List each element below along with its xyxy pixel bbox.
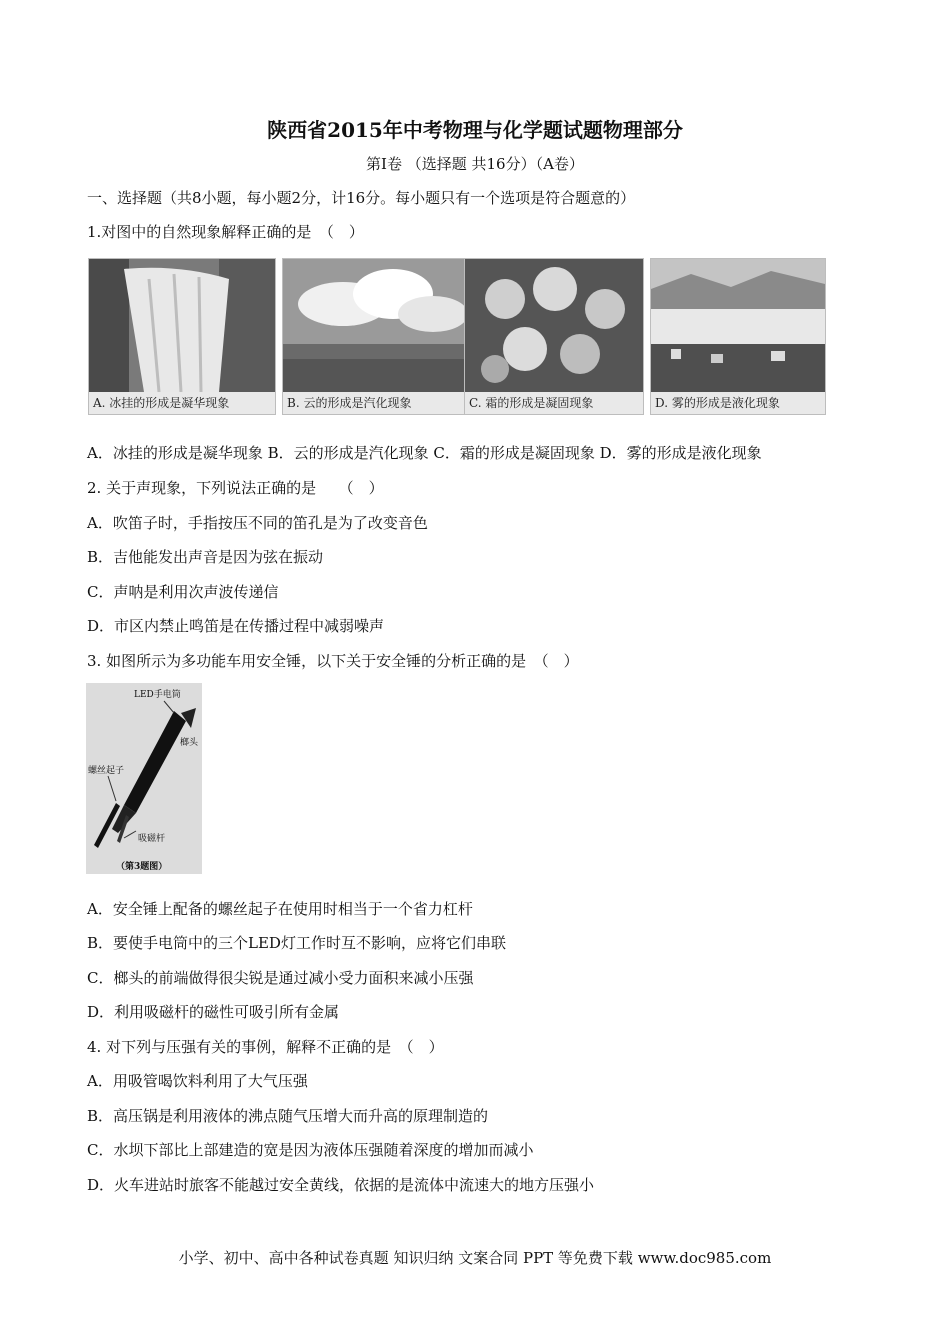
q2-option-c: C．声呐是利用次声波传递信 xyxy=(87,583,279,601)
q4-option-d: D．火车进站时旅客不能越过安全黄线，依据的是流体中流速大的地方压强小 xyxy=(87,1176,595,1194)
figure-caption: （第3题图） xyxy=(116,862,168,872)
q3-option-a: A．安全锤上配备的螺丝起子在使用时相当于一个省力杠杆 xyxy=(87,900,473,918)
q1-photo-c xyxy=(464,258,644,415)
q1-caption-a: A. 冰挂的形成是凝华现象 xyxy=(89,392,275,414)
q2-option-b: B．吉他能发出声音是因为弦在振动 xyxy=(87,548,324,566)
q2-option-a: A．吹笛子时，手指按压不同的笛孔是为了改变音色 xyxy=(87,514,428,532)
q4-option-a: A．用吸管喝饮料利用了大气压强 xyxy=(87,1072,308,1090)
label-magnet-rod: 吸磁杆 xyxy=(138,834,166,844)
frost-fruit-image xyxy=(465,259,643,392)
page-title: 陕西省2015年中考物理与化学题试题物理部分 xyxy=(267,118,683,142)
q1-options: A．冰挂的形成是凝华现象 B．云的形成是汽化现象 C．霜的形成是凝固现象 D．雾的形成是液化现象 xyxy=(87,444,762,462)
icicle-image xyxy=(89,259,275,392)
q2-option-d: D．市区内禁止鸣笛是在传播过程中减弱噪声 xyxy=(87,617,385,635)
q3-option-b: B．要使手电筒中的三个LED灯工作时互不影响，应将它们串联 xyxy=(87,934,506,952)
q4-stem: 4. 对下列与压强有关的事例，解释不正确的是 （ ） xyxy=(87,1038,444,1056)
q1-caption-c: C. 霜的形成是凝固现象 xyxy=(465,392,643,414)
q1-caption-b: B. 云的形成是汽化现象 xyxy=(283,392,465,414)
q3-option-c: C．榔头的前端做得很尖锐是通过减小受力面积来减小压强 xyxy=(87,969,474,987)
q1-photo-b xyxy=(282,258,466,415)
label-led-flashlight: LED手电筒 xyxy=(134,690,181,700)
q2-stem: 2. 关于声现象，下列说法正确的是 （ ） xyxy=(87,479,384,497)
q1-photo-d xyxy=(650,258,826,415)
q3-option-d: D．利用吸磁杆的磁性可吸引所有金属 xyxy=(87,1003,340,1021)
q4-option-b: B．高压锅是利用液体的沸点随气压增大而升高的原理制造的 xyxy=(87,1107,489,1125)
q1-caption-d: D. 雾的形成是液化现象 xyxy=(651,392,825,414)
q1-stem: 1.对图中的自然现象解释正确的是 （ ） xyxy=(87,223,364,241)
fog-image xyxy=(651,259,825,392)
label-screwdriver: 螺丝起子 xyxy=(88,766,125,776)
q3-stem: 3. 如图所示为多功能车用安全锤，以下关于安全锤的分析正确的是 （ ） xyxy=(87,652,579,670)
page-subtitle: 第Ⅰ卷 （选择题 共16分）（A卷） xyxy=(366,155,584,173)
q3-figure xyxy=(86,683,202,874)
q1-photo-a xyxy=(88,258,276,415)
safety-hammer-icon xyxy=(86,683,202,874)
section-heading: 一、选择题（共8小题，每小题2分，计16分。每小题只有一个选项是符合题意的） xyxy=(87,189,636,207)
q4-option-c: C．水坝下部比上部建造的宽是因为液体压强随着深度的增加而减小 xyxy=(87,1141,534,1159)
label-hammer-head: 榔头 xyxy=(180,738,199,748)
cloud-image xyxy=(283,259,465,392)
page-footer: 小学、初中、高中各种试卷真题 知识归纳 文案合同 PPT 等免费下载 www.doc985.com xyxy=(178,1249,772,1267)
